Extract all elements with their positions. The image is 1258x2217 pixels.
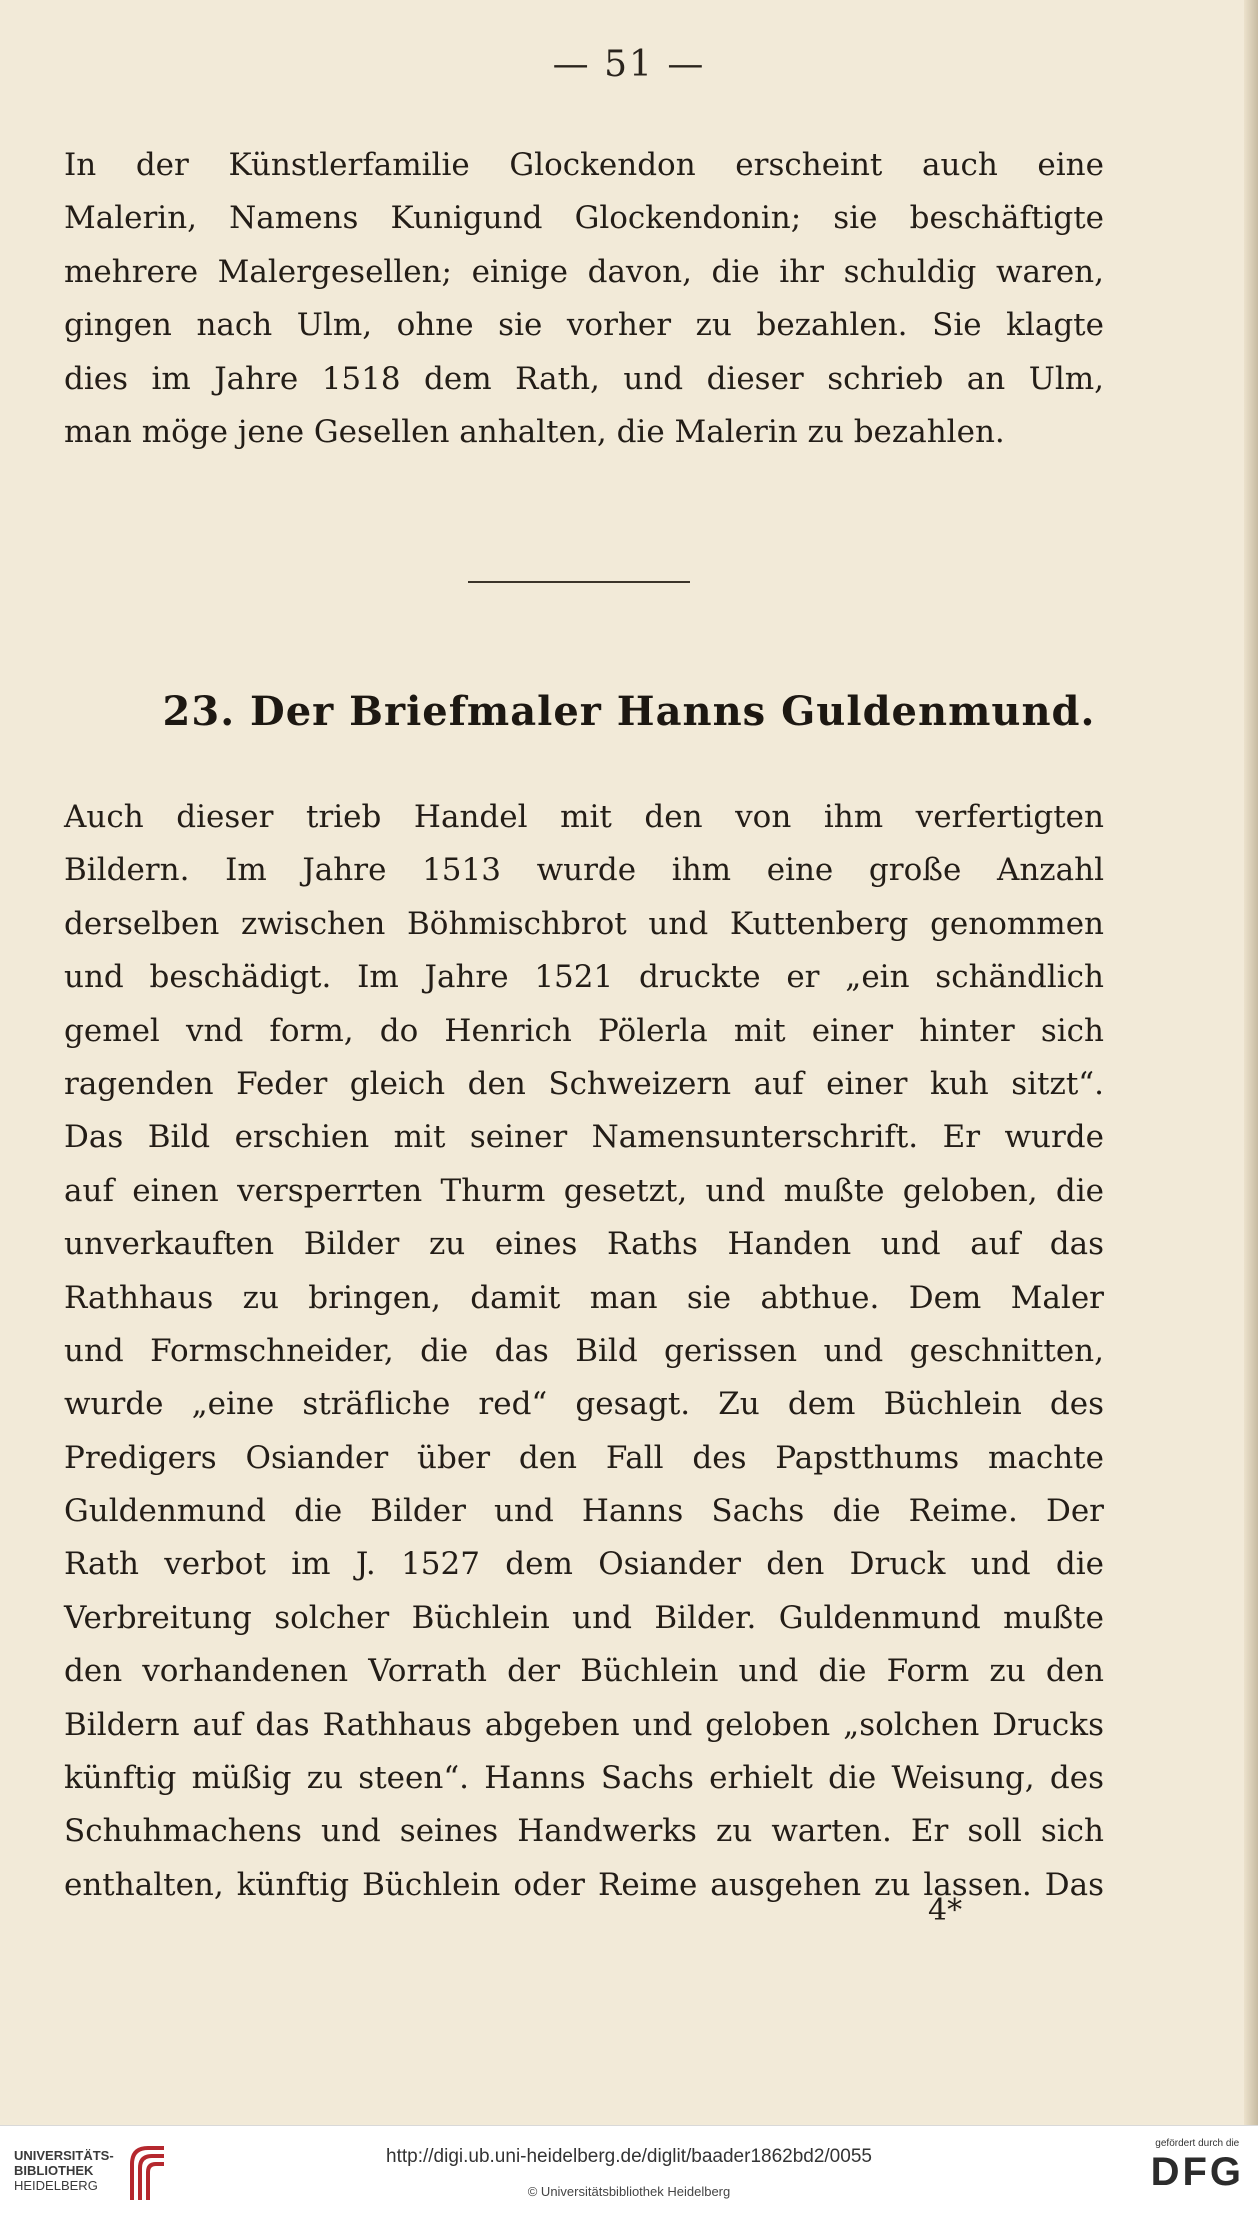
text-line: mehrere Malergesellen; einige davon, die ihr schuldig waren, (64, 253, 1104, 290)
text-line: dies im Jahre 1518 dem Rath, und dieser schrieb an Ulm, (64, 360, 1104, 397)
text-line: künftig müßig zu steen“. Hanns Sachs erhielt die Weisung, des (64, 1760, 1104, 1797)
text-line: Schuhmachens und seines Handwerks zu warten. Er soll sich (64, 1813, 1104, 1850)
text-line: Bildern. Im Jahre 1513 wurde ihm eine große Anzahl (64, 852, 1104, 889)
text-line: Predigers Osiander über den Fall des Papstthums machte (64, 1439, 1104, 1476)
text-line: den vorhandenen Vorrath der Büchlein und die Form zu den (64, 1653, 1104, 1690)
text-line: In der Künstlerfamilie Glockendon erscheint auch eine (64, 147, 1104, 183)
page-number: — 51 — (552, 44, 706, 85)
text-line: unverkauften Bilder zu eines Raths Handen und auf das (64, 1226, 1104, 1263)
text-line: auf einen versperrten Thurm gesetzt, und mußte geloben, die (64, 1172, 1104, 1209)
text-line: ragenden Feder gleich den Schweizern auf einer kuh sitzt“. (64, 1065, 1104, 1102)
viewer-footer (0, 2125, 1258, 2217)
text-line: man möge jene Gesellen anhalten, die Malerin zu bezahlen. (64, 413, 1005, 450)
text-line: Bildern auf das Rathhaus abgeben und geloben „solchen Drucks (64, 1706, 1104, 1743)
library-name-line2: BIBLIOTHEK (14, 2163, 94, 2178)
text-line: Verbreitung solcher Büchlein und Bilder. Guldenmund mußte (64, 1599, 1104, 1636)
library-name-line3: HEIDELBERG (14, 2178, 98, 2193)
text-line: derselben zwischen Böhmischbrot und Kuttenberg genommen (64, 905, 1104, 942)
text-line: Auch dieser trieb Handel mit den von ihm verfertigten (64, 799, 1104, 835)
sheet-signature: 4* (928, 1893, 963, 1928)
paragraph-guldenmund (64, 791, 1104, 1912)
text-line: gemel vnd form, do Henrich Pölerla mit einer hinter sich (64, 1012, 1104, 1049)
dfg-logo-text: DFG (1150, 2150, 1244, 2194)
paragraph-glockendon (64, 139, 1104, 459)
text-line: Malerin, Namens Kunigund Glockendonin; sie beschäftigte (64, 200, 1104, 237)
text-line: Guldenmund die Bilder und Hanns Sachs die Reime. Der (64, 1493, 1104, 1530)
funder-note: gefördert durch die (1155, 2138, 1240, 2149)
section-heading: 23. Der Briefmaler Hanns Guldenmund. (162, 688, 1096, 735)
text-line: und beschädigt. Im Jahre 1521 druckte er „ein schändlich (64, 959, 1104, 996)
library-name-line1: UNIVERSITÄTS- (14, 2148, 114, 2163)
text-line: und Formschneider, die das Bild gerissen und geschnitten, (64, 1332, 1104, 1369)
funder-logo[interactable] (1151, 2138, 1244, 2195)
text-line: Das Bild erschien mit seiner Namensunterschrift. Er wurde (64, 1119, 1104, 1156)
section-divider (468, 581, 690, 583)
text-line: Rath verbot im J. 1527 dem Osiander den Druck und die (64, 1546, 1104, 1583)
text-line: wurde „eine sträfliche red“ gesagt. Zu dem Büchlein des (64, 1386, 1104, 1423)
text-line: Rathhaus zu bringen, damit man sie abthue. Dem Maler (64, 1279, 1104, 1316)
text-line: gingen nach Ulm, ohne sie vorher zu bezahlen. Sie klagte (64, 307, 1104, 344)
text-line: enthalten, künftig Büchlein oder Reime ausgehen zu lassen. Das (64, 1866, 1104, 1903)
permalink[interactable]: http://digi.ub.uni-heidelberg.de/diglit/baader1862bd2/0055 (386, 2146, 872, 2167)
copyright-notice: © Universitätsbibliothek Heidelberg (527, 2184, 731, 2199)
page-edge (1244, 0, 1258, 2125)
